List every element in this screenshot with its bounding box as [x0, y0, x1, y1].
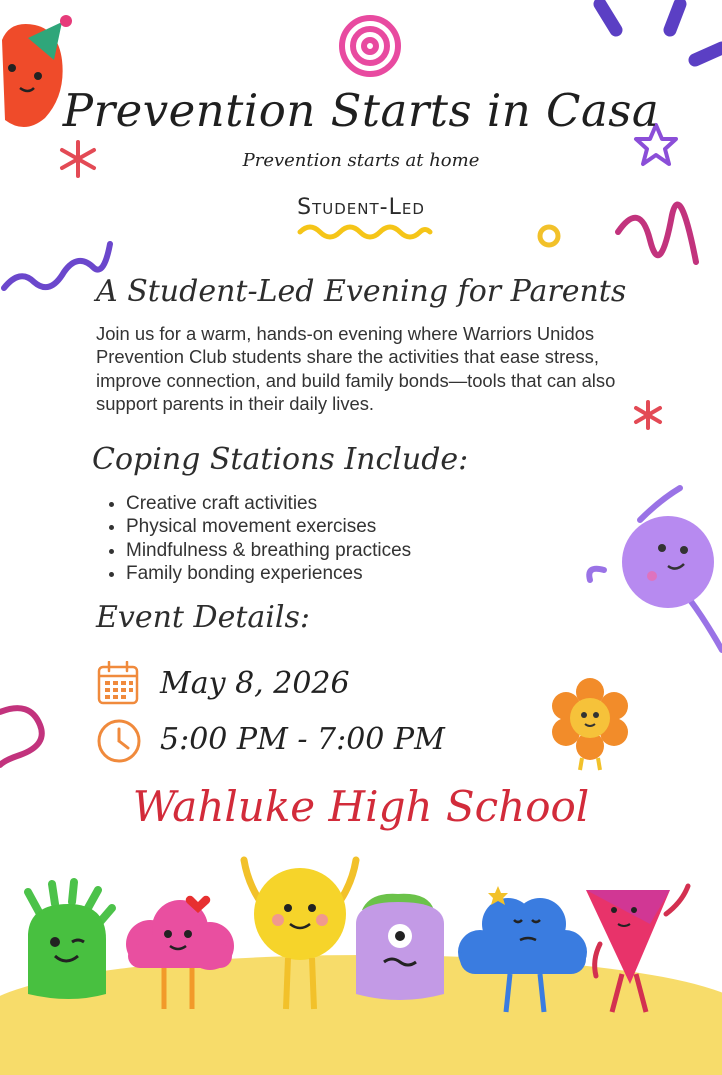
details-heading: Event Details: [96, 600, 310, 635]
purple-ball-character-decoration [589, 488, 722, 650]
purple-cyclops-character [356, 894, 444, 1000]
flower-character-decoration [552, 678, 628, 770]
calendar-icon [97, 661, 139, 705]
station-item: • Family bonding experiences [126, 562, 411, 585]
character-row [0, 844, 722, 1024]
station-item: • Creative craft activities [126, 492, 411, 515]
blue-cloud-character [458, 886, 587, 1012]
event-location: Wahluke High School [132, 782, 590, 831]
ring-decoration [540, 227, 558, 245]
squiggle-decoration-mid-left [0, 708, 42, 765]
flyer-title: Prevention Starts in Casa [62, 84, 660, 137]
stations-list [104, 492, 411, 585]
purple-bars-decoration [600, 4, 722, 60]
squiggle-decoration-left [4, 244, 110, 288]
event-date: May 8, 2026 [160, 666, 350, 701]
spiral-decoration [342, 18, 398, 74]
yellow-ball-character [244, 860, 356, 1009]
flyer-subtitle: Prevention starts at home [242, 150, 480, 171]
stations-heading: Coping Stations Include: [92, 442, 469, 477]
event-time: 5:00 PM - 7:00 PM [160, 722, 445, 757]
station-item: • Physical movement exercises [126, 515, 411, 538]
clock-icon [96, 718, 142, 764]
evening-description: Join us for a warm, hands-on evening where Warriors Unidos Prevention Club students share the activities that ease stress, improve connection, and build family bonds—tools that can also support parents in their daily lives. [96, 323, 616, 414]
pink-cloud-character [126, 896, 234, 1009]
green-character [28, 882, 112, 999]
red-triangle-character [586, 886, 688, 1012]
tagline-underline-squiggle [300, 227, 430, 237]
evening-heading: A Student-Led Evening for Parents [96, 274, 627, 309]
flyer-tagline: Student-Led [297, 195, 425, 220]
station-item: • Mindfulness & breathing practices [126, 539, 411, 562]
